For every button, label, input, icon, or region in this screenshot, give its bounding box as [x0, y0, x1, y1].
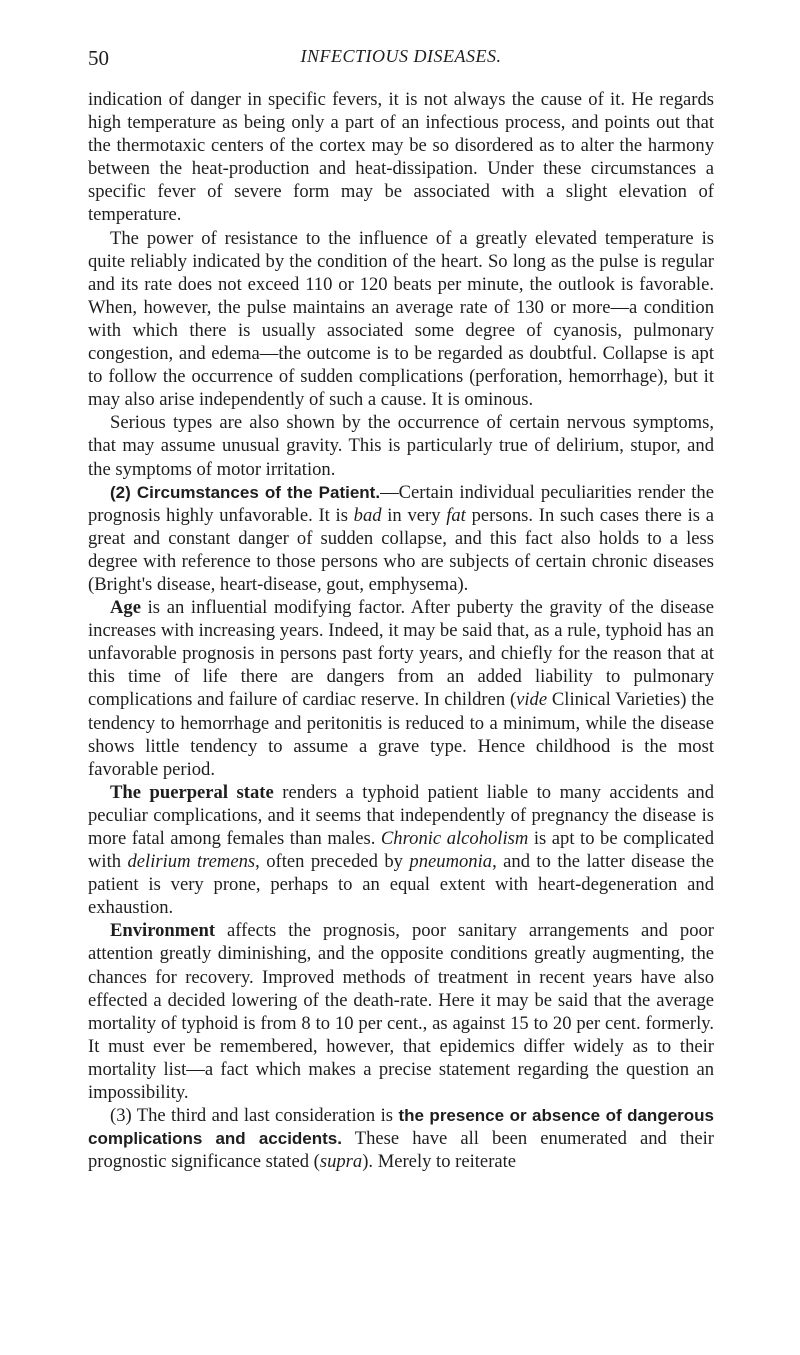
paragraph-text: indication of danger in specific fevers, it is not always the cause of it. He regards high temperature as being only a part of an infectious process, and points out that the thermotaxic centers of the cortex may be so disordered as to alter the harmony between the heat-production and heat-dissipation. Under these circumstances a specific fever of severe form may be associated with a slight elevation of temperature.: [88, 89, 714, 226]
paragraph: [88, 781, 714, 920]
emphasis: bad: [353, 504, 382, 526]
emphasis: fat: [446, 504, 466, 526]
body-text: [88, 88, 714, 1173]
paragraph-text: These have all been enumerated and their prognostic significance stated (: [88, 1128, 714, 1173]
paragraph: [88, 481, 714, 596]
paragraph-text: affects the prognosis, poor sanitary arrangements and poor attention greatly diminishing, and the opposite conditions greatly augmenting, the chances for recovery. Improved methods of treatment in recent years have also effected a decided lowering of the death-rate. Here it may be said that the average mortality of typhoid is from 8 to 10 per cent., as against 15 to 20 per cent. formerly. It must ever be remembered, however, that epidemics differ widely as to their mortality list—a fact which makes a precise statement regarding the question an impossibility.: [88, 920, 714, 1104]
running-head: INFECTIOUS DISEASES.: [300, 46, 502, 66]
paragraph-text: persons. In such cases there is a great and constant danger of sudden collapse, and this fact also holds to a less degree with reference to those persons who are subjects of certain chronic diseases (Bright's disease, heart-disease, gout, emphysema).: [88, 504, 714, 595]
run-in-heading: Environment: [110, 920, 216, 942]
paragraph-text: The power of resistance to the influence of a greatly elevated temperature is quite reliably indicated by the condition of the heart. So long as the pulse is regular and its rate does not exceed 110 or 120 beats per minute, the outlook is favorable. When, however, the pulse maintains an average rate of 130 or more—a condition with which there is usually associated some degree of cyanosis, pulmonary congestion, and edema—the outcome is to be regarded as doubtful. Collapse is apt to follow the occurrence of sudden complications (perforation, hemorrhage), but it may also arise independently of such a cause. It is ominous.: [88, 227, 714, 411]
paragraph-text: renders a typhoid patient liable to many accidents and peculiar complications, and it seems that independently of pregnancy the disease is more fatal among females than males.: [88, 781, 714, 849]
paragraph: [88, 596, 714, 781]
paragraph-text: (3) The third and last consideration is: [110, 1105, 399, 1127]
paragraph-text: is an influential modifying factor. After puberty the gravity of the disease increases with increasing years. Indeed, it may be said that, as a rule, typhoid has an unfavorable prognosis in persons past forty years, and chiefly for the reason that at this time of life there are dangers from an added liability to pulmonary complications and failure of cardiac reserve. In children (: [88, 597, 714, 711]
paragraph-text: in very: [381, 504, 447, 526]
paragraph-text: is apt to be complicated with: [88, 828, 714, 873]
paragraph: [88, 227, 714, 412]
emphasis: vide: [516, 689, 548, 711]
page-header: [88, 46, 714, 76]
page-number: 50: [88, 46, 109, 70]
paragraph: [88, 919, 714, 1104]
emphasis: supra: [319, 1151, 363, 1173]
run-in-heading: The puerperal state: [110, 781, 274, 803]
paragraph-text: , often preceded by: [255, 851, 410, 873]
paragraph-text: —Certain individual peculiarities render the prognosis highly unfavorable. It is: [88, 481, 714, 526]
emphasis: delirium tremens: [127, 851, 256, 873]
paragraph-text: ). Merely to reiterate: [362, 1151, 517, 1173]
section-heading: the presence or absence of dangerous complications and accidents.: [88, 1106, 714, 1149]
paragraph: [88, 411, 714, 480]
section-heading: (2) Circumstances of the Patient.: [110, 482, 381, 502]
emphasis: Chronic alcoholism: [380, 828, 529, 849]
run-in-heading: Age: [110, 597, 141, 619]
paragraph-text: , and to the latter disease the patient is very prone, perhaps to an equal extent with heart-degeneration and exhaustion.: [88, 851, 714, 919]
paragraph: [88, 1104, 714, 1173]
emphasis: pneumonia: [409, 851, 493, 873]
paragraph-text: Clinical Varieties) the tendency to hemorrhage and peritonitis is reduced to a minimum, while the disease shows little tendency to assume a grave type. Hence childhood is the most favorable period.: [88, 689, 714, 780]
paragraph-text: Serious types are also shown by the occurrence of certain nervous symptoms, that may assume unusual gravity. This is particularly true of delirium, stupor, and the symptoms of motor irritation.: [88, 412, 714, 480]
paragraph: [88, 88, 714, 227]
